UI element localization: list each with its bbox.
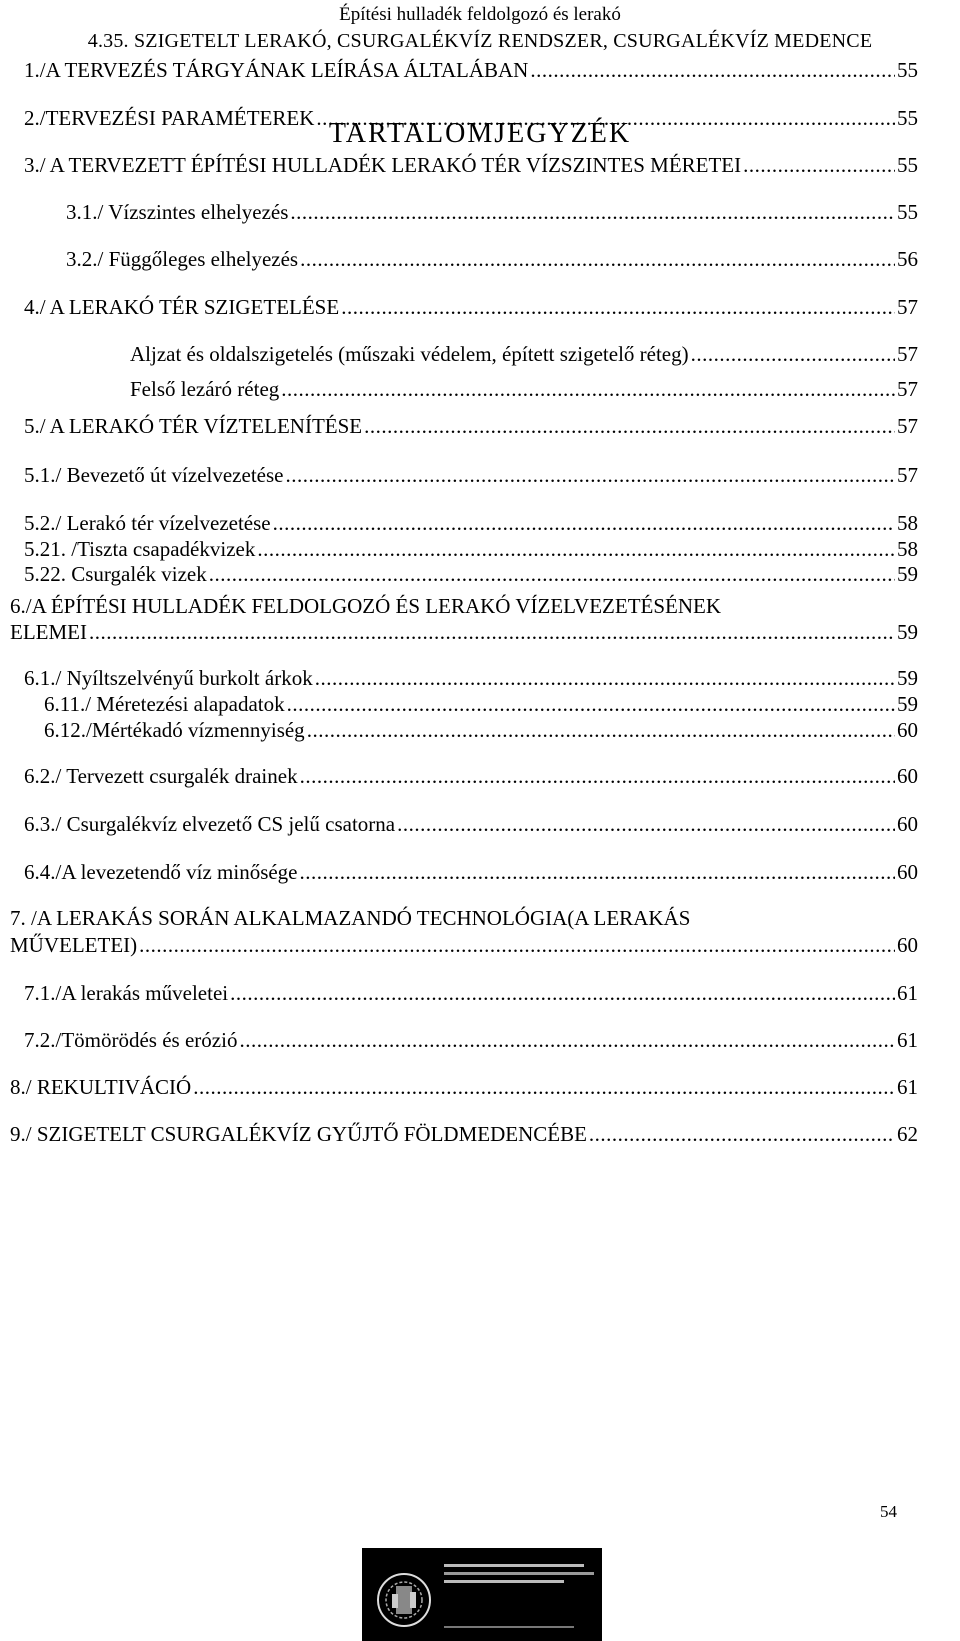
toc-entry-text: 3./ A TERVEZETT ÉPÍTÉSI HULLADÉK LERAKÓ TÉR VÍZSZINTES MÉRETEI bbox=[24, 153, 742, 177]
toc-entry-page: 55 bbox=[897, 153, 918, 177]
toc-entry-text: Aljzat és oldalszigetelés (műszaki védelem, épített szigetelő réteg) bbox=[130, 342, 689, 366]
toc-entry[interactable] bbox=[24, 536, 918, 562]
toc-entry-page: 62 bbox=[897, 1122, 918, 1146]
toc-entry-text: 6.3./ Csurgalékvíz elvezető CS jelű csatorna bbox=[24, 812, 396, 836]
running-header-title: Építési hulladék feldolgozó és lerakó bbox=[339, 4, 621, 25]
toc-entry[interactable] bbox=[130, 341, 918, 367]
toc-entry[interactable] bbox=[24, 152, 918, 178]
toc-entry-text[interactable]: 7. /A LERAKÁS SORÁN ALKALMAZANDÓ TECHNOLÓGIA(A LERAKÁS bbox=[10, 906, 691, 930]
toc-entry-page: 57 bbox=[897, 414, 918, 438]
toc-entry-text: 2./TERVEZÉSI PARAMÉTEREK bbox=[24, 106, 315, 130]
toc-entry-text: 5.22. Csurgalék vizek bbox=[24, 562, 207, 586]
toc-entry-page: 57 bbox=[897, 295, 918, 319]
toc-entry-page: 60 bbox=[897, 764, 918, 788]
toc-entry[interactable] bbox=[24, 763, 918, 789]
toc-entry[interactable] bbox=[24, 462, 918, 488]
toc-entry-page: 60 bbox=[897, 933, 918, 957]
toc-entry-text: 9./ SZIGETELT CSURGALÉKVÍZ GYŰJTŐ FÖLDMEDENCÉBE bbox=[10, 1122, 587, 1146]
toc-entry-text-continued: MŰVELETEI) bbox=[10, 933, 138, 957]
toc-entry[interactable] bbox=[66, 199, 918, 225]
toc-entry-text[interactable]: 6./A ÉPÍTÉSI HULLADÉK FELDOLGOZÓ ÉS LERAKÓ VÍZELVEZETÉSÉNEK bbox=[10, 594, 722, 618]
toc-entry[interactable] bbox=[24, 561, 918, 587]
toc-entry-text: 5.21. /Tiszta csapadékvizek bbox=[24, 537, 256, 561]
toc-entry-text: 7.2./Tömörödés és erózió bbox=[24, 1028, 238, 1052]
toc-entry-text: 5./ A LERAKÓ TÉR VÍZTELENÍTÉSE bbox=[24, 414, 363, 438]
toc-entry-text-continued: ELEMEI bbox=[10, 620, 87, 644]
toc-entry[interactable] bbox=[24, 665, 918, 691]
toc-entry[interactable] bbox=[10, 932, 918, 958]
toc-entry-text: 7.1./A lerakás műveletei bbox=[24, 981, 229, 1005]
toc-entry[interactable] bbox=[66, 246, 918, 272]
page-title: TARTALOMJEGYZÉK bbox=[328, 118, 632, 149]
running-header-section: 4.35. SZIGETELT LERAKÓ, CSURGALÉKVÍZ RENDSZER, CSURGALÉKVÍZ MEDENCE bbox=[87, 30, 873, 52]
toc-entry-text: 6.12./Mértékadó vízmennyiség bbox=[44, 718, 305, 742]
toc-entry-text: 6.4./A levezetendő víz minősége bbox=[24, 860, 298, 884]
toc-entry[interactable] bbox=[24, 294, 918, 320]
toc-entry-text: 4./ A LERAKÓ TÉR SZIGETELÉSE bbox=[24, 295, 340, 319]
toc-entry-page: 57 bbox=[897, 342, 918, 366]
toc-entry-text: 5.2./ Lerakó tér vízelvezetése bbox=[24, 511, 271, 535]
toc-entry-page: 61 bbox=[897, 1075, 918, 1099]
toc-entry-text: 6.11./ Méretezési alapadatok bbox=[44, 692, 285, 716]
toc-entry[interactable] bbox=[24, 510, 918, 536]
toc-entry-page: 60 bbox=[897, 812, 918, 836]
organization-logo-icon bbox=[362, 1548, 602, 1641]
toc-entry[interactable] bbox=[24, 413, 918, 439]
toc-entry-page: 59 bbox=[897, 692, 918, 716]
toc-entry-text: Felső lezáró réteg bbox=[130, 377, 280, 401]
toc-entry-page: 59 bbox=[897, 666, 918, 690]
toc-entry-page: 60 bbox=[897, 860, 918, 884]
toc-entry-page: 60 bbox=[897, 718, 918, 742]
toc-entry-page: 59 bbox=[897, 562, 918, 586]
toc-entry[interactable] bbox=[24, 1027, 918, 1053]
toc-entry-page: 57 bbox=[897, 463, 918, 487]
toc-entry-page: 55 bbox=[897, 200, 918, 224]
toc-entry-page: 55 bbox=[897, 106, 918, 130]
logo-graphic bbox=[362, 1548, 602, 1641]
toc-entry[interactable] bbox=[24, 105, 918, 131]
toc-entry[interactable] bbox=[10, 1074, 918, 1100]
toc-entry-page: 57 bbox=[897, 377, 918, 401]
toc-entry[interactable] bbox=[10, 1121, 918, 1147]
toc-entry-text: 3.1./ Vízszintes elhelyezés bbox=[66, 200, 289, 224]
toc-entry[interactable] bbox=[24, 57, 918, 83]
toc-entry-text: 8./ REKULTIVÁCIÓ bbox=[10, 1075, 192, 1099]
toc-entry-text: 6.1./ Nyíltszelvényű burkolt árkok bbox=[24, 666, 313, 690]
toc-entry[interactable] bbox=[24, 859, 918, 885]
toc-entry-text: 1./A TERVEZÉS TÁRGYÁNAK LEÍRÁSA ÁLTALÁBAN bbox=[24, 58, 529, 82]
toc-entry-page: 59 bbox=[897, 620, 918, 644]
toc-entry-text: 5.1./ Bevezető út vízelvezetése bbox=[24, 463, 284, 487]
toc-entry[interactable] bbox=[44, 717, 918, 743]
toc-entry-text: 3.2./ Függőleges elhelyezés bbox=[66, 247, 299, 271]
toc-entry-page: 58 bbox=[897, 511, 918, 535]
toc-entry-page: 55 bbox=[897, 58, 918, 82]
page-number: 54 bbox=[880, 1502, 897, 1521]
toc-entry-page: 61 bbox=[897, 981, 918, 1005]
toc-entry[interactable] bbox=[130, 376, 918, 402]
toc-entry-page: 56 bbox=[897, 247, 918, 271]
toc-entry[interactable] bbox=[10, 619, 918, 645]
toc-entry-page: 58 bbox=[897, 537, 918, 561]
toc-entry[interactable] bbox=[24, 811, 918, 837]
toc-entry[interactable] bbox=[44, 691, 918, 717]
toc-entry[interactable] bbox=[24, 980, 918, 1006]
toc-entry-page: 61 bbox=[897, 1028, 918, 1052]
toc-entry-text: 6.2./ Tervezett csurgalék drainek bbox=[24, 764, 298, 788]
